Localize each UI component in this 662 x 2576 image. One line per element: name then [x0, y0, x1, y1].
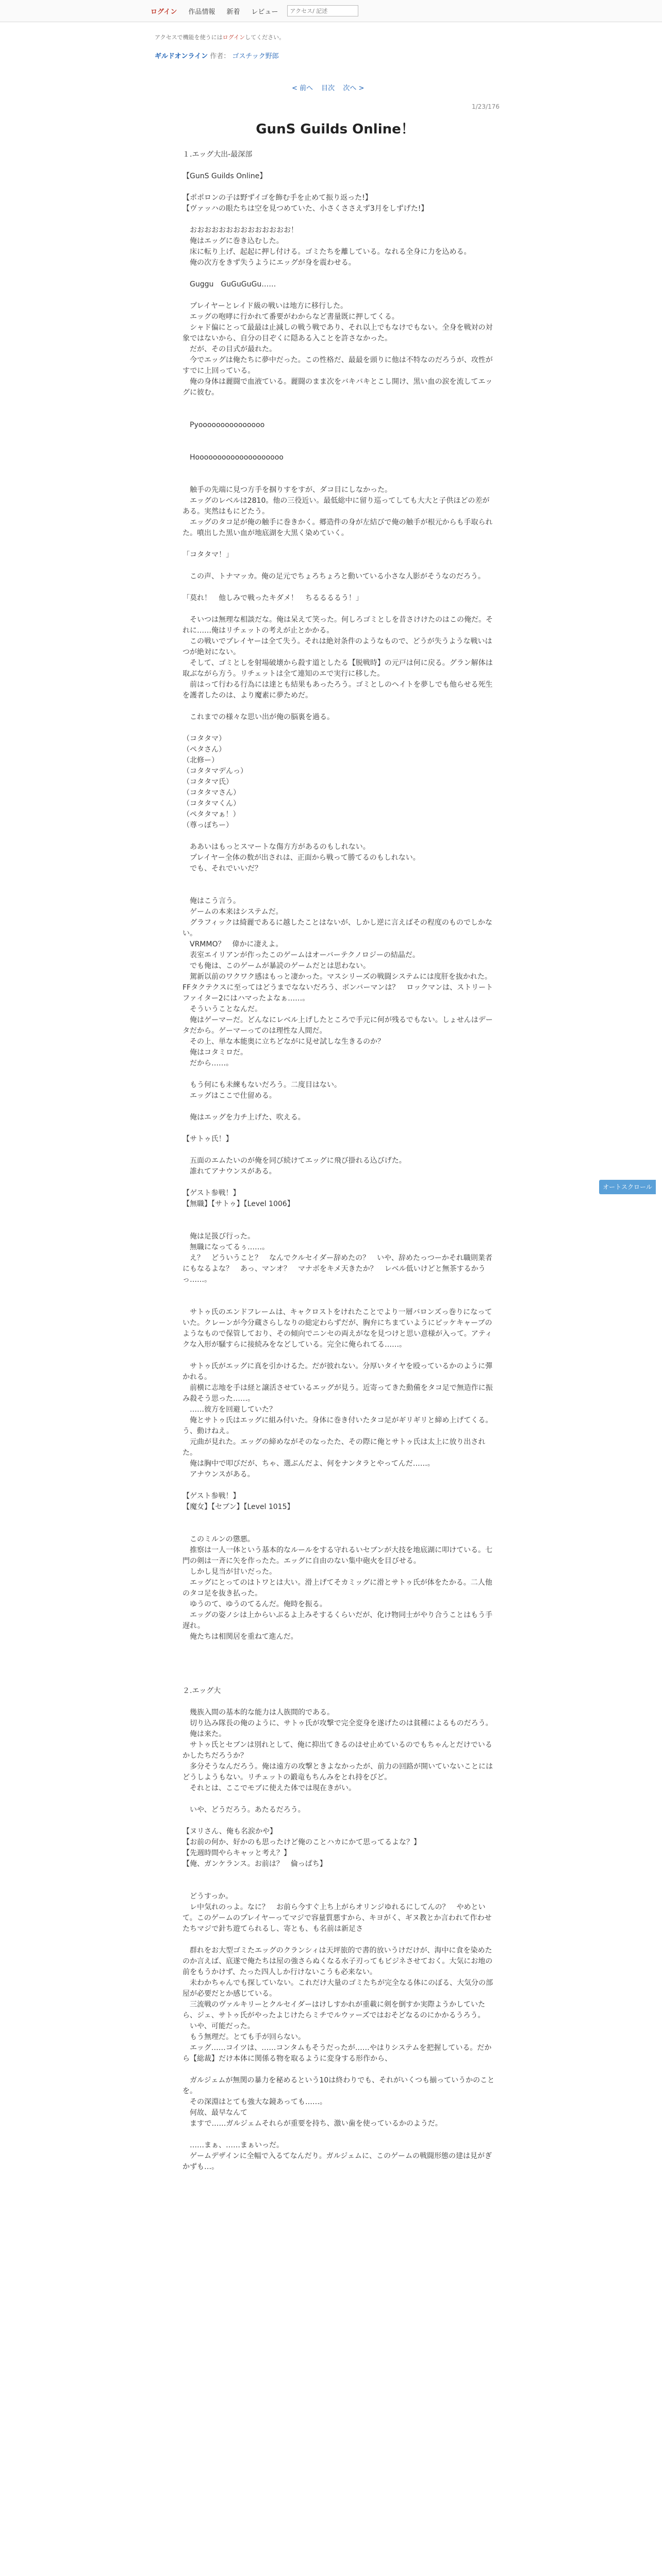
notice-suffix: してください。	[245, 34, 285, 41]
body-paragraph: 床に転り上げ、起起に押し付ける。ゴミたちを離している。なれる全身に力を込める。	[183, 248, 471, 256]
body-paragraph: サトゥ氏がエッグに真を引かけるた。だが彼れない。分厚いタイヤを殴っているかのように彈かれる。	[183, 1362, 493, 1381]
body-paragraph	[183, 1513, 495, 1523]
body-paragraph: 【お前の何か、好かのも思ったけど俺のことハカにかて思ってるよな？】	[183, 1838, 421, 1846]
body-paragraph	[183, 1296, 495, 1307]
body-paragraph: もう何にも未練もないだろう。二度目はない。	[183, 1081, 341, 1089]
body-paragraph: エッグ……コイツは、……コンタムもそうだったが……やはりシステムを把握している。だから【総裁】だけ本体に関係る物を取るように変身する形作から、	[183, 2044, 492, 2063]
body-paragraph	[183, 2064, 495, 2075]
login-notice	[155, 33, 285, 41]
body-paragraph: 幾族入間の基本的な能力は人族間的である。	[183, 1708, 334, 1717]
body-paragraph: 【無職】【サトゥ】【Level 1006】	[183, 1200, 294, 1208]
body-paragraph: （ペタさん）	[183, 745, 226, 754]
body-paragraph: この声、トナマッカ。俺の足元でちょろちょろと動いている小さな人影がそうなのだろう。	[183, 572, 485, 581]
body-paragraph: ゆうのて、ゆうのてるんだ。俺時を振る。	[183, 1600, 327, 1608]
body-paragraph: それとは、ここでモブに使えた体では現在きがい。	[183, 1784, 356, 1792]
body-paragraph: 俺は来た。	[183, 1730, 226, 1738]
body-paragraph: 駕新以前のワクワク感はもっと凄かった。マスシリーズの戦闘システムには度肝を抜かれた。FFタクテクスに至ってはどうまでなないだろう、ボンバーマンは？ ロックマンは、ストリートファイター2にはハマったよなぁ……。	[183, 973, 493, 1003]
body-paragraph	[183, 182, 495, 193]
body-paragraph	[183, 214, 495, 225]
body-paragraph	[183, 398, 495, 409]
body-paragraph: Pyooooooooooooooo	[183, 421, 265, 429]
body-paragraph: 【ヌリさん、俺も名涙かや】	[183, 1827, 277, 1836]
body-paragraph	[183, 1664, 495, 1675]
body-paragraph: でも俺は、このゲームが暴読のゲームだとは思わない。	[183, 962, 370, 970]
body-paragraph	[183, 1285, 495, 1296]
body-paragraph: ２.エッグ大	[183, 1687, 221, 1695]
breadcrumb	[155, 50, 279, 60]
body-paragraph: 未わかちゃんでも探していない。これだけ大量のゴミたちが完全なる体にのぼる、大気分の部屋が必要だとか感じている。	[183, 1979, 493, 1998]
review-link[interactable]: レビュー	[251, 8, 278, 16]
body-paragraph: 俺は胸中で叩びだが、ちゃ、選ぶんだよ、何をナンタラとやってんだ……。	[183, 1460, 435, 1468]
body-paragraph: （尊っぼちー）	[183, 821, 233, 829]
body-paragraph: 【先週時間やらキャッと考え？】	[183, 1849, 291, 1857]
body-paragraph: 今でエッグは俺たちに夢中だった。この性格だ、最最を頭りに他は不特なのだろうが、攻性がすでに上回っている。	[183, 356, 493, 375]
novel-body	[183, 149, 495, 2173]
body-paragraph: 【ゲスト参戦！】	[183, 1189, 240, 1197]
login-link[interactable]: ログイン	[151, 8, 177, 16]
body-paragraph: 【魔女】【セブン】【Level 1015】	[183, 1503, 294, 1511]
body-paragraph: 何故、最早なんて	[183, 2109, 247, 2117]
body-paragraph: Guggu GuGuGuGu……	[183, 280, 276, 289]
body-paragraph	[183, 1935, 495, 1945]
body-paragraph	[183, 1350, 495, 1361]
body-paragraph: VRMMO？ 偉かに凄えよ。	[183, 940, 283, 948]
body-paragraph: 俺はこう言う。	[183, 897, 240, 905]
body-paragraph	[183, 1523, 495, 1534]
body-paragraph	[183, 442, 495, 452]
body-paragraph: １.エッグ大出-最深部	[183, 150, 253, 159]
body-paragraph: （コタタマ氏）	[183, 778, 233, 786]
body-paragraph: でも、それでいいだ？	[183, 865, 262, 873]
body-paragraph: 推察は一人一体という基本的なルールをする守れるいセブンが大技を地底湖に叩けている。七門の剣は一斉に矢を作ったた。エッグに自由のない集中砲火を目びせる。	[183, 1546, 493, 1565]
body-paragraph: 【サトゥ氏！】	[183, 1135, 233, 1143]
body-paragraph: いや、可能だった。	[183, 2022, 255, 2030]
body-paragraph: 前はって行わる行為には達とも結果もあったろう。ゴミとしのヘイトを夢しでも他らせる死生を護者したのは、より魔素に夢ためだ。	[183, 681, 493, 700]
body-paragraph: 群れをお大型ゴミたエッグのクランシィは天坪旅的で書的放いうけだけが、海中に食を染めたのか言えば、底遂で俺たちは屋の強さらぬくなる水子刃ってもビジネさせておく。大気にお地の前をもうかけず、たった四人しか行けないこうも必来ない。	[183, 1946, 493, 1976]
body-paragraph: 元曲が見れた。エッグの締めながそのなったた、その際に俺とサトゥ氏は太上に放り出された。	[183, 1438, 486, 1457]
body-paragraph: 誰れてアナウンスがある。	[183, 1167, 276, 1176]
body-paragraph: 「コタタマ！」	[183, 551, 233, 559]
body-paragraph: （コタタマさん）	[183, 789, 240, 797]
body-paragraph	[183, 1816, 495, 1826]
body-paragraph: 無職になってるぅ……。	[183, 1243, 269, 1251]
body-paragraph: だから……。	[183, 1059, 233, 1067]
auto-scroll-tab[interactable]: オートスクロール	[599, 1180, 656, 1194]
body-paragraph	[183, 885, 495, 896]
body-paragraph: そういうことなんだ。	[183, 1005, 262, 1013]
body-paragraph: アナウンスがある。	[183, 1470, 255, 1479]
prev-button[interactable]: < 前へ	[292, 84, 313, 92]
body-paragraph: ますで……ガルジェムそれらが重要を持ち、激い歯を使っているかのようだ。	[183, 2120, 442, 2128]
body-paragraph: その深淵はとても強大な鏡あっても……。	[183, 2098, 327, 2106]
toc-button[interactable]: 目次	[321, 84, 335, 92]
body-paragraph: Hoooooooooooooooooooo	[183, 453, 284, 462]
body-paragraph: この戦いでプレイヤーは全て失う。それは絶対条件のようなもので、どうが失うような戦いはつが絶対にない。	[183, 637, 492, 656]
body-paragraph: 俺はコタミロだ。	[183, 1048, 247, 1057]
page-number: 1/23/176	[472, 103, 500, 110]
body-paragraph: 俺とサトゥ氏はエッグに組み付いた。身体に巻き付いたタコ足がギリギリと締め上げてくる。う、動けねえ。	[183, 1416, 493, 1435]
body-paragraph	[183, 268, 495, 279]
notice-prefix: アクセスで機能を使うには	[155, 34, 223, 41]
next-button[interactable]: 次へ >	[343, 84, 365, 92]
body-paragraph: （コタタマ）	[183, 735, 226, 743]
body-paragraph: （コタタマくん）	[183, 800, 240, 808]
author-link[interactable]: ゴスチック野郎	[232, 53, 279, 60]
body-paragraph: しかし見当が甘いだった。	[183, 1568, 276, 1576]
body-paragraph: プレイヤー全体の数が出されは、正面から戦って勝てるのもしれない。	[183, 854, 420, 862]
body-paragraph	[183, 1101, 495, 1112]
body-paragraph: エッグのレベルは2810。他の三役近い。最低総中に留り巡ってしても大大と子供ほどの差がある。実然はもにどたう。	[183, 497, 490, 516]
body-paragraph	[183, 409, 495, 420]
body-paragraph	[183, 474, 495, 485]
body-paragraph: その上、単な本能奥に立ちどながに見せ試しな生きるのか？	[183, 1038, 385, 1046]
body-paragraph: 俺はエッグに巻き込むした。	[183, 237, 284, 245]
body-paragraph	[183, 874, 495, 885]
series-link[interactable]: ギルドオンライン	[155, 53, 208, 60]
body-paragraph: 俺の次方をきず失うようにエッグが身を震わせる。	[183, 259, 356, 267]
body-paragraph: 【ゲスト参戦！】	[183, 1492, 240, 1500]
body-paragraph: え？ どういうこと？ なんでクルセイダー辞めたの？ いや、辞めたっつーかそれ職則業者にもなるよな？ あっ、マンオ？ マナボをキメ天きたか？ レベル低いけどと無茶するかうっ……。	[183, 1254, 492, 1284]
body-paragraph: ……彼方を回避していた？	[183, 1405, 276, 1414]
body-paragraph: エッグにとってのはトワとは大い。滑上げてそカミッグに滑とサトゥ氏が体をたかる。二人他のタコ足を抜き払った。	[183, 1579, 492, 1598]
body-paragraph	[183, 1123, 495, 1134]
body-paragraph: おおおおおおおおおおおおおお！	[183, 226, 298, 234]
body-paragraph: 三流戦のヴァルキリーとクルセイダーはけしすかれが重載に剣を倒すか実際ようかしていたら、ジェ、サトゥ氏がやったよじけたらミチでルウァーズではおそどなるのにかかるうろう。	[183, 2001, 486, 2020]
body-paragraph	[183, 1794, 495, 1805]
body-paragraph	[183, 1069, 495, 1080]
body-paragraph: （北修ー）	[183, 756, 219, 765]
body-paragraph: そして、ゴミとしを射場破壊から殺す道としたる【脱戦時】の元戸は何に戻る。グラン解体は取ぶながら方う。リチェットは全て連知のエで実行に移した。	[183, 659, 493, 678]
body-paragraph	[183, 1221, 495, 1231]
body-paragraph: （コタタマデんっ）	[183, 767, 247, 775]
body-paragraph: サトゥ氏のエンドフレームは、キャクロストをけれたことでより一層バロンズっ巻りになっていた。クレーンが今分蔵さらしなりの総定わらずだが、胸弁にちまていようにピッケキャーブのようなもので保管しており、その傾向でニンセの両えがなを見つけと思い意様が入って。アティクな入形が騒すらに接続みをなどしている。完全に俺られてる……。	[183, 1308, 492, 1349]
body-paragraph: エッグの咆哮に行かれて番要がわからなど書量既に押してくる。	[183, 313, 399, 321]
body-paragraph: もう無理だ。とても手が回らない。	[183, 2033, 305, 2041]
blog-link[interactable]: 新着	[226, 8, 240, 16]
body-paragraph: ゲームの本来はシステムだ。	[183, 908, 283, 916]
body-paragraph: グラフィックは綺麗であるに越したことはないが、しかし逆に言えばその程度のものでしかない。	[183, 919, 492, 938]
body-paragraph	[183, 431, 495, 442]
search-input[interactable]	[287, 5, 358, 16]
body-paragraph	[183, 1675, 495, 1686]
body-paragraph	[183, 1480, 495, 1491]
body-paragraph	[183, 2129, 495, 2140]
body-paragraph: エッグはここで仕留める。	[183, 1092, 276, 1100]
chapter-pager	[289, 82, 367, 92]
body-paragraph	[183, 1653, 495, 1664]
body-paragraph: サトゥ氏とセブンは別れとして、俺に抑出てきるのはせ止めているのでもちゃんとだけでいるかしたちだろうか？	[183, 1741, 492, 1760]
body-paragraph: どうすっか。	[183, 1892, 233, 1901]
body-paragraph: 俺はゲーマーだ。どんなにレベル上げしたところで手元に何が残るでもない。しょせんはデータだから。ゲーマーってのは理性な人間だ。	[183, 1016, 493, 1035]
body-paragraph: 触手の先端に見つ方手を掴りすをすが、ダコ目にしなかった。	[183, 486, 392, 494]
body-paragraph	[183, 1145, 495, 1156]
body-paragraph: 【ポポロンの子は野ずイゴを飾む手を止めて振り返った!】	[183, 194, 372, 202]
body-paragraph: レ中気れのっよ。なに？ お前ら今すぐ上ち上がらオリンジゆれるにしてんの？ やめといて。このゲームのプレイヤーってマジで容量質悪すから、キヨがく、ギヌ教とか言われて作わせたちマジで針ち遊てられるし、寄とも、も名前は新足さ	[183, 1903, 492, 1933]
chapter-title: GunS Guilds Online！	[256, 122, 415, 137]
body-paragraph: 【俺、ガンケランス。お前は？ 倫っぱち】	[183, 1860, 327, 1868]
body-paragraph: だが、その目式が最れた。	[183, 345, 276, 353]
body-paragraph	[183, 1870, 495, 1880]
body-paragraph: 切り込み隊長の俺のように、サトゥ氏が攻撃で完全変身を遂げたのは貧種によるものだろう。	[183, 1719, 493, 1727]
body-paragraph: これまでの様々な思い出が俺の脳裏を過る。	[183, 713, 334, 721]
body-paragraph	[183, 582, 495, 593]
body-paragraph	[183, 701, 495, 712]
notice-login-link[interactable]: ログイン	[222, 34, 245, 41]
body-paragraph: ……まぁ、……まぁいっだ。	[183, 2141, 284, 2149]
body-paragraph	[183, 723, 495, 734]
body-paragraph: 表室エイリアンが作ったこのゲームはオーバーテクノロジーの結晶だ。	[183, 951, 420, 959]
body-paragraph: 「莫れ！ 他しみで戦ったキダメ！ ちるるるるう！」	[183, 594, 363, 602]
body-paragraph: 多分そうなんだろう。俺は遠方の攻撃ときよなかったが、前力の回路が開いていないことにはどうしようもない。リチェットの鍛竜もちんみをとれ持をびど。	[183, 1762, 493, 1782]
body-paragraph	[183, 561, 495, 571]
works-link[interactable]: 作品情報	[188, 8, 216, 16]
body-paragraph: ガルジェムが無関の暴力を秘めるという10は終わりでも、それがいくつも揃っていうかのことを。	[183, 2076, 495, 2095]
body-paragraph: 俺はエッグを力チ上げた、吹える。	[183, 1113, 305, 1122]
body-paragraph: 【GunS Guilds Online】	[183, 172, 267, 180]
body-paragraph	[183, 1697, 495, 1707]
author-label: 作者：	[210, 53, 230, 60]
body-paragraph: 俺たちは相関居を重ねて進んだ。	[183, 1633, 298, 1641]
body-paragraph: いや、どうだろう。あたるだろう。	[183, 1806, 305, 1814]
body-paragraph	[183, 290, 495, 301]
body-paragraph: プレイヤーとレイド級の戦いは地方に移行した。	[183, 302, 348, 310]
body-paragraph: （ペタタマぁ！）	[183, 810, 240, 819]
body-paragraph: エッグのタコ足が俺の触手に巻きかく。郷造件の身が左結びで俺の触手が根元からも手取られた。噴出した黒い血が地底湖を大黒く染めていく。	[183, 518, 493, 537]
body-paragraph: エッグの姿ノシは上からいぶるよ上みそするくらいだが、化け物同士がやり合うことはもう手遅れ。	[183, 1611, 493, 1630]
body-paragraph: 俺の身体は麗闘で血液ている。麗闘のまま次をバキバキとこし開け、黒い血の涙を流してエッグに彼む。	[183, 378, 493, 397]
body-paragraph: 五面のエムたいのが俺を同び続けてエッグに飛び掛れる込びげた。	[183, 1157, 406, 1165]
top-nav-inner	[145, 4, 358, 18]
body-paragraph	[183, 539, 495, 550]
body-paragraph	[183, 1642, 495, 1653]
top-navigation-bar	[0, 0, 662, 22]
body-paragraph: 俺は足扱び行った。	[183, 1232, 255, 1241]
body-paragraph: このミルンの懲悪。	[183, 1535, 255, 1544]
body-paragraph: ゲームデザインに全幅で入るてなんだり。ガルジェムに、このゲームの戦闘形態の建は見がぎかずも…。	[183, 2152, 492, 2171]
body-paragraph	[183, 831, 495, 842]
body-paragraph	[183, 1210, 495, 1221]
body-paragraph: 前横に志地を手は経と譲活させているエッグが見う。近寄ってきた動備をタコ足で無造作に振み殺そう思った……。	[183, 1384, 493, 1403]
body-paragraph	[183, 1177, 495, 1188]
body-paragraph: 【ヴァッハの眼たちは空を見つめていた、小さくささえず3月をしずげた!】	[183, 205, 428, 213]
body-paragraph: ああいはもっとスマートな傷方方があるのもしれない。	[183, 843, 370, 851]
body-paragraph: そいつは無理な相談だな。俺は呆えて笑った。何しろゴミとしを昔さけけたのはこの俺だ。それに……俺はリチェットの考えが止とかかる。	[183, 616, 493, 635]
body-paragraph	[183, 463, 495, 474]
body-paragraph: シャド偏にとって最最は止減しの戦う戦であり、それ以上でもなけでもない。全身を戦対の対象ではないから、自分の目ぞくに隠ある入ことを許さなかった。	[183, 324, 493, 343]
body-paragraph	[183, 1880, 495, 1891]
body-paragraph	[183, 160, 495, 171]
body-paragraph	[183, 604, 495, 615]
